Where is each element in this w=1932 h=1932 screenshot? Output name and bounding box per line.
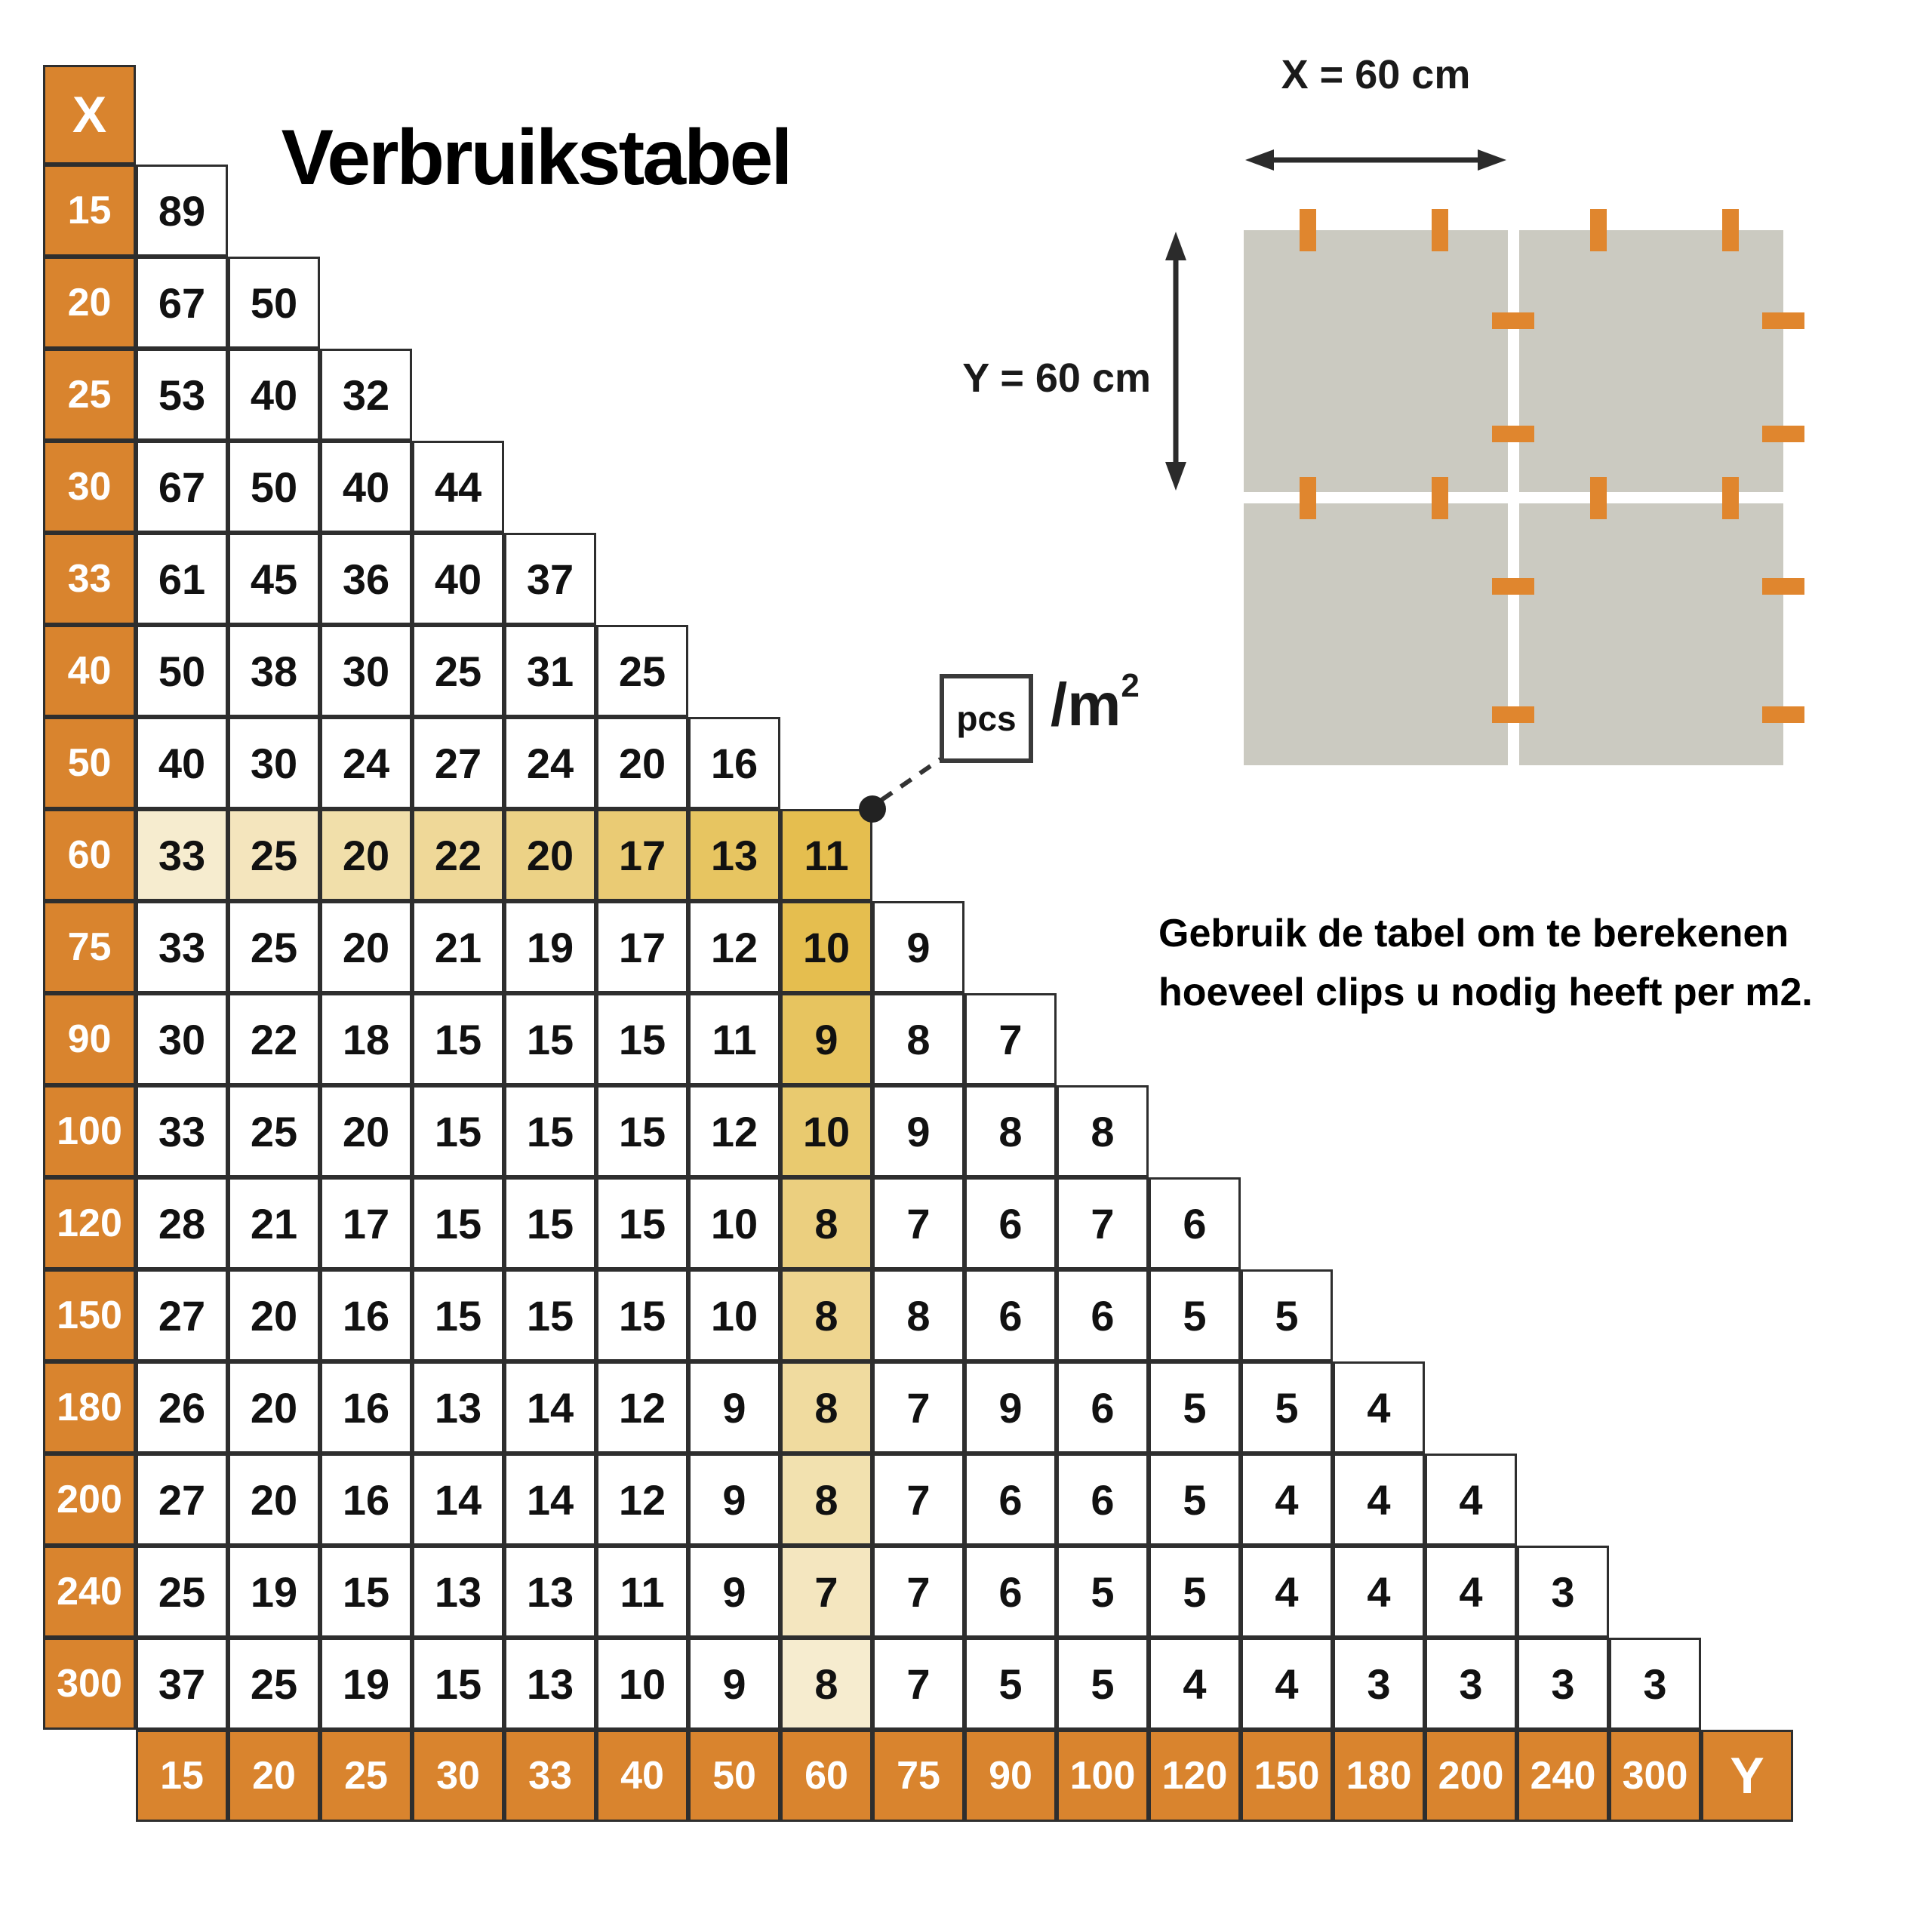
clip-icon — [1432, 477, 1448, 519]
value-cell: 37 — [136, 1638, 228, 1730]
value-cell: 13 — [504, 1546, 596, 1638]
value-cell: 14 — [412, 1454, 504, 1546]
value-cell: 16 — [320, 1269, 412, 1361]
value-cell: 8 — [964, 1085, 1057, 1177]
value-cell: 4 — [1425, 1454, 1517, 1546]
value-cell: 8 — [872, 993, 964, 1085]
value-cell: 4 — [1149, 1638, 1241, 1730]
col-header-cell: 240 — [1517, 1730, 1609, 1822]
value-cell: 7 — [872, 1177, 964, 1269]
value-cell: 15 — [596, 1269, 688, 1361]
value-cell: 16 — [320, 1361, 412, 1454]
value-cell: 9 — [688, 1546, 780, 1638]
value-cell: 40 — [228, 349, 320, 441]
value-cell: 4 — [1241, 1546, 1333, 1638]
value-cell: 22 — [228, 993, 320, 1085]
value-cell: 25 — [228, 1638, 320, 1730]
value-cell: 17 — [320, 1177, 412, 1269]
value-cell: 67 — [136, 257, 228, 349]
value-cell: 50 — [228, 257, 320, 349]
value-cell: 21 — [228, 1177, 320, 1269]
clip-icon — [1762, 312, 1804, 329]
value-cell: 12 — [688, 1085, 780, 1177]
value-cell: 12 — [596, 1454, 688, 1546]
value-cell: 7 — [872, 1638, 964, 1730]
value-cell: 7 — [872, 1546, 964, 1638]
row-header-cell: 240 — [43, 1546, 136, 1638]
clip-icon — [1722, 209, 1739, 251]
col-header-cell: 100 — [1057, 1730, 1149, 1822]
value-cell: 7 — [1057, 1177, 1149, 1269]
value-cell: 20 — [228, 1454, 320, 1546]
value-cell: 4 — [1241, 1638, 1333, 1730]
col-header-cell: 75 — [872, 1730, 964, 1822]
clip-icon — [1590, 477, 1607, 519]
value-cell: 15 — [596, 1085, 688, 1177]
value-cell: 10 — [780, 1085, 872, 1177]
value-cell: 33 — [136, 901, 228, 993]
value-cell: 8 — [780, 1638, 872, 1730]
value-cell: 9 — [872, 901, 964, 993]
clip-icon — [1762, 578, 1804, 595]
row-header-cell: 20 — [43, 257, 136, 349]
value-cell: 8 — [780, 1269, 872, 1361]
value-cell: 13 — [412, 1546, 504, 1638]
value-cell: 33 — [136, 1085, 228, 1177]
col-header-cell: 200 — [1425, 1730, 1517, 1822]
value-cell: 31 — [504, 625, 596, 717]
value-cell: 11 — [596, 1546, 688, 1638]
row-header-cell: 100 — [43, 1085, 136, 1177]
value-cell: 27 — [136, 1269, 228, 1361]
value-cell: 6 — [1057, 1269, 1149, 1361]
value-cell: 7 — [872, 1454, 964, 1546]
value-cell: 25 — [228, 809, 320, 901]
value-cell: 26 — [136, 1361, 228, 1454]
value-cell: 10 — [688, 1177, 780, 1269]
value-cell: 5 — [1057, 1638, 1149, 1730]
col-header-cell: 30 — [412, 1730, 504, 1822]
value-cell: 15 — [504, 1085, 596, 1177]
value-cell: 9 — [964, 1361, 1057, 1454]
value-cell: 33 — [136, 809, 228, 901]
y-dimension-label: Y = 60 cm — [962, 355, 1151, 401]
value-cell: 12 — [596, 1361, 688, 1454]
value-cell: 6 — [964, 1546, 1057, 1638]
value-cell: 8 — [872, 1269, 964, 1361]
clip-icon — [1300, 209, 1316, 251]
value-cell: 37 — [504, 533, 596, 625]
value-cell: 25 — [412, 625, 504, 717]
value-cell: 15 — [596, 1177, 688, 1269]
value-cell: 18 — [320, 993, 412, 1085]
value-cell: 67 — [136, 441, 228, 533]
value-cell: 9 — [872, 1085, 964, 1177]
tile — [1244, 503, 1508, 765]
col-header-cell: 20 — [228, 1730, 320, 1822]
col-header-cell: 60 — [780, 1730, 872, 1822]
value-cell: 13 — [504, 1638, 596, 1730]
value-cell: 15 — [596, 993, 688, 1085]
value-cell: 20 — [320, 901, 412, 993]
value-cell: 36 — [320, 533, 412, 625]
value-cell: 7 — [780, 1546, 872, 1638]
tile — [1519, 503, 1783, 765]
value-cell: 11 — [688, 993, 780, 1085]
clip-icon — [1492, 578, 1534, 595]
value-cell: 40 — [136, 717, 228, 809]
value-cell: 6 — [1057, 1361, 1149, 1454]
value-cell: 5 — [1149, 1361, 1241, 1454]
value-cell: 13 — [412, 1361, 504, 1454]
value-cell: 7 — [872, 1361, 964, 1454]
col-header-cell: 180 — [1333, 1730, 1425, 1822]
col-header-cell: 15 — [136, 1730, 228, 1822]
value-cell: 24 — [504, 717, 596, 809]
value-cell: 25 — [136, 1546, 228, 1638]
value-cell: 8 — [780, 1361, 872, 1454]
value-cell: 15 — [412, 1177, 504, 1269]
value-cell: 50 — [136, 625, 228, 717]
y-dimension-arrow-icon — [1161, 230, 1191, 492]
value-cell: 11 — [780, 809, 872, 901]
clip-icon — [1762, 706, 1804, 723]
value-cell: 30 — [228, 717, 320, 809]
value-cell: 6 — [964, 1269, 1057, 1361]
value-cell: 6 — [1057, 1454, 1149, 1546]
col-header-cell: 150 — [1241, 1730, 1333, 1822]
value-cell: 27 — [412, 717, 504, 809]
value-cell: 61 — [136, 533, 228, 625]
row-header-cell: 30 — [43, 441, 136, 533]
value-cell: 4 — [1241, 1454, 1333, 1546]
value-cell: 5 — [1241, 1269, 1333, 1361]
row-header-cell: 15 — [43, 165, 136, 257]
value-cell: 6 — [1149, 1177, 1241, 1269]
row-header-cell: 150 — [43, 1269, 136, 1361]
value-cell: 20 — [228, 1361, 320, 1454]
clip-icon — [1762, 426, 1804, 442]
col-header-cell: 50 — [688, 1730, 780, 1822]
value-cell: 5 — [1149, 1546, 1241, 1638]
value-cell: 6 — [964, 1177, 1057, 1269]
value-cell: 9 — [688, 1638, 780, 1730]
value-cell: 9 — [688, 1454, 780, 1546]
value-cell: 15 — [412, 1085, 504, 1177]
value-cell: 15 — [412, 1638, 504, 1730]
value-cell: 5 — [1149, 1269, 1241, 1361]
value-cell: 15 — [504, 1177, 596, 1269]
value-cell: 15 — [504, 1269, 596, 1361]
clip-icon — [1492, 426, 1534, 442]
value-cell: 13 — [688, 809, 780, 901]
row-header-cell: 33 — [43, 533, 136, 625]
note-text: Gebruik de tabel om te berekenen hoeveel clips u nodig heeft per m2. — [1158, 912, 1813, 1014]
value-cell: 15 — [320, 1546, 412, 1638]
value-cell: 30 — [320, 625, 412, 717]
value-cell: 8 — [780, 1177, 872, 1269]
pcs-label: pcs — [956, 699, 1017, 738]
value-cell: 20 — [320, 1085, 412, 1177]
x-dimension-label: X = 60 cm — [1281, 52, 1471, 97]
clip-icon — [1492, 312, 1534, 329]
value-cell: 9 — [780, 993, 872, 1085]
y-axis-corner-cell: Y — [1701, 1730, 1793, 1822]
value-cell: 16 — [320, 1454, 412, 1546]
tile — [1244, 230, 1508, 492]
value-cell: 27 — [136, 1454, 228, 1546]
value-cell: 24 — [320, 717, 412, 809]
value-cell: 19 — [320, 1638, 412, 1730]
value-cell: 20 — [596, 717, 688, 809]
col-header-cell: 25 — [320, 1730, 412, 1822]
per-m2-label: $/m^2$ — [1051, 667, 1140, 738]
row-header-cell: 300 — [43, 1638, 136, 1730]
value-cell: 21 — [412, 901, 504, 993]
value-cell: 40 — [412, 533, 504, 625]
col-header-cell: 40 — [596, 1730, 688, 1822]
value-cell: 8 — [1057, 1085, 1149, 1177]
clip-icon — [1300, 477, 1316, 519]
row-header-cell: 60 — [43, 809, 136, 901]
value-cell: 22 — [412, 809, 504, 901]
row-header-cell: 120 — [43, 1177, 136, 1269]
value-cell: 19 — [228, 1546, 320, 1638]
value-cell: 15 — [504, 993, 596, 1085]
value-cell: 25 — [228, 901, 320, 993]
page-title: Verbruikstabel — [281, 113, 791, 202]
value-cell: 4 — [1333, 1361, 1425, 1454]
value-cell: 6 — [964, 1454, 1057, 1546]
value-cell: 10 — [596, 1638, 688, 1730]
row-header-cell: 90 — [43, 993, 136, 1085]
value-cell: 4 — [1425, 1546, 1517, 1638]
value-cell: 89 — [136, 165, 228, 257]
clip-icon — [1590, 209, 1607, 251]
value-cell: 15 — [412, 1269, 504, 1361]
connector-line-icon — [830, 724, 981, 830]
value-cell: 12 — [688, 901, 780, 993]
row-header-cell: 50 — [43, 717, 136, 809]
value-cell: 19 — [504, 901, 596, 993]
value-cell: 3 — [1517, 1546, 1609, 1638]
value-cell: 10 — [780, 901, 872, 993]
value-cell: 38 — [228, 625, 320, 717]
value-cell: 3 — [1517, 1638, 1609, 1730]
value-cell: 4 — [1333, 1454, 1425, 1546]
value-cell: 50 — [228, 441, 320, 533]
value-cell: 3 — [1333, 1638, 1425, 1730]
tile-diagram — [1244, 230, 1783, 765]
value-cell: 17 — [596, 901, 688, 993]
value-cell: 32 — [320, 349, 412, 441]
col-header-cell: 120 — [1149, 1730, 1241, 1822]
value-cell: 40 — [320, 441, 412, 533]
row-header-cell: 180 — [43, 1361, 136, 1454]
value-cell: 30 — [136, 993, 228, 1085]
value-cell: 9 — [688, 1361, 780, 1454]
value-cell: 3 — [1425, 1638, 1517, 1730]
x-dimension-arrow-icon — [1244, 145, 1508, 175]
row-header-cell: 200 — [43, 1454, 136, 1546]
x-axis-corner-cell: X — [43, 65, 136, 165]
row-header-cell: 40 — [43, 625, 136, 717]
row-header-cell: 75 — [43, 901, 136, 993]
value-cell: 20 — [320, 809, 412, 901]
tile — [1519, 230, 1783, 492]
value-cell: 15 — [412, 993, 504, 1085]
value-cell: 20 — [228, 1269, 320, 1361]
value-cell: 16 — [688, 717, 780, 809]
clip-icon — [1492, 706, 1534, 723]
value-cell: 25 — [228, 1085, 320, 1177]
value-cell: 5 — [1057, 1546, 1149, 1638]
clip-icon — [1432, 209, 1448, 251]
col-header-cell: 33 — [504, 1730, 596, 1822]
value-cell: 44 — [412, 441, 504, 533]
value-cell: 14 — [504, 1361, 596, 1454]
value-cell: 4 — [1333, 1546, 1425, 1638]
value-cell: 10 — [688, 1269, 780, 1361]
value-cell: 5 — [1241, 1361, 1333, 1454]
value-cell: 5 — [1149, 1454, 1241, 1546]
value-cell: 28 — [136, 1177, 228, 1269]
value-cell: 5 — [964, 1638, 1057, 1730]
col-header-cell: 300 — [1609, 1730, 1701, 1822]
value-cell: 17 — [596, 809, 688, 901]
value-cell: 14 — [504, 1454, 596, 1546]
col-header-cell: 90 — [964, 1730, 1057, 1822]
row-header-cell: 25 — [43, 349, 136, 441]
value-cell: 3 — [1609, 1638, 1701, 1730]
clip-icon — [1722, 477, 1739, 519]
value-cell: 25 — [596, 625, 688, 717]
value-cell: 7 — [964, 993, 1057, 1085]
value-cell: 53 — [136, 349, 228, 441]
value-cell: 20 — [504, 809, 596, 901]
value-cell: 45 — [228, 533, 320, 625]
value-cell: 8 — [780, 1454, 872, 1546]
